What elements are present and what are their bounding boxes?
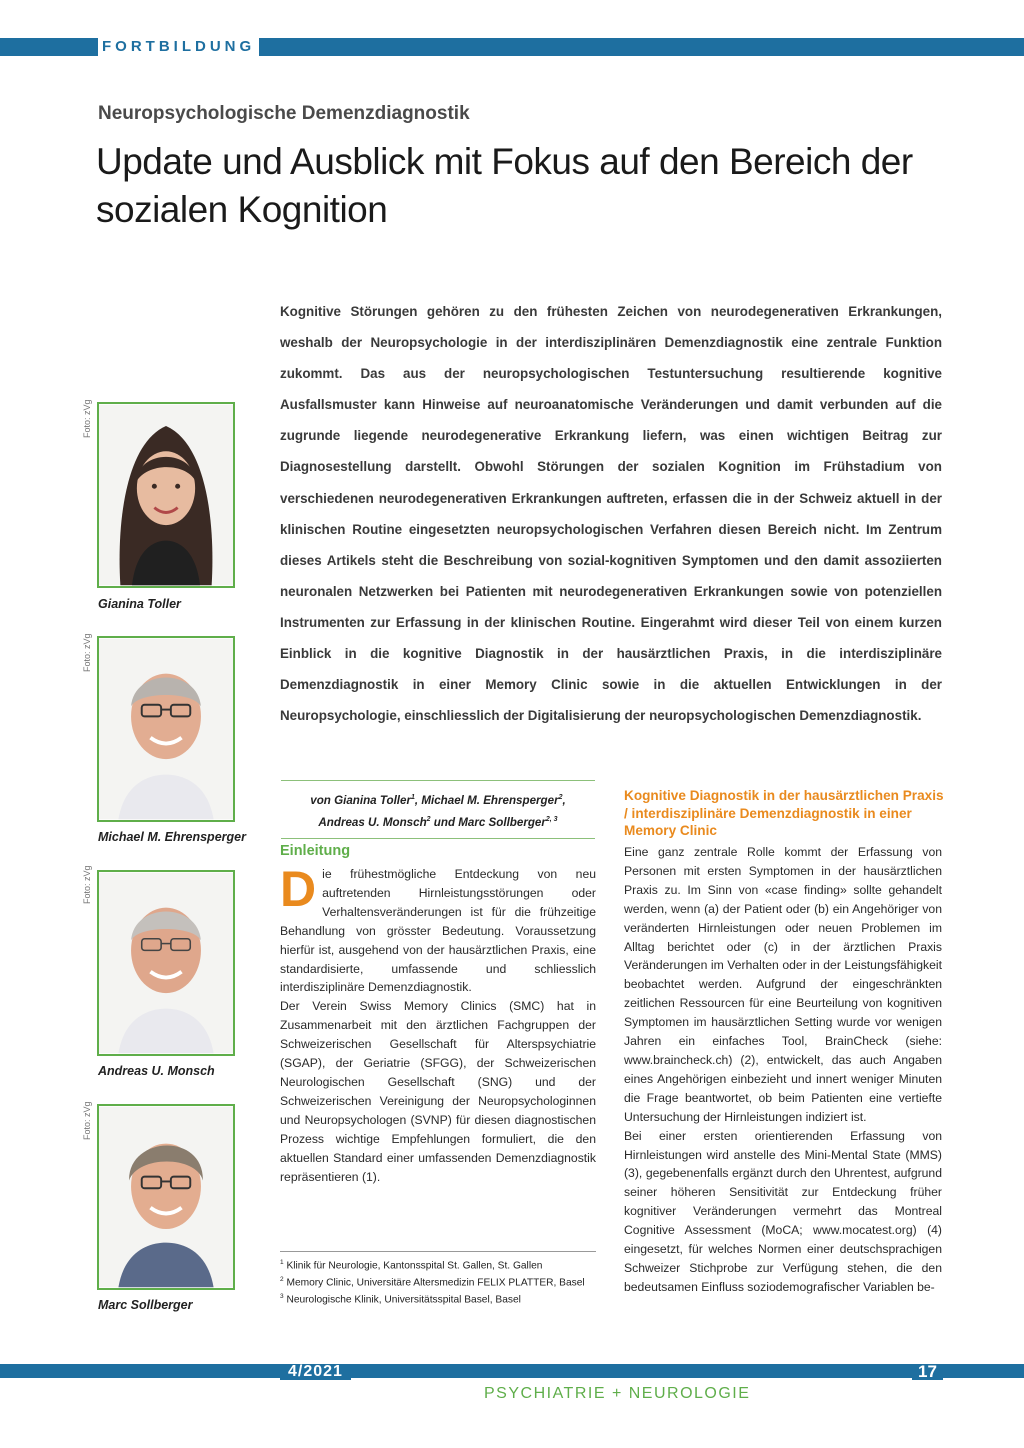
- section2-paragraph: Bei einer ersten orientierenden Erfassung von Hirnleistungen wird anstelle des Mini-Mental State (MMS) (3), gegebenenfalls ergänzt durch den Uhrentest, aufgrund seiner höheren Sensitivität zur Entdeckung früher kognitiver Veränderungen vermehrt das Montreal Cognitive Assessment (MoCA; www.mocatest.org) (4) eingesetzt, für welches Normen einer deutschsprachigen Schweizer Stichprobe zur Verfügung stehen, die den bedeutsamen Einfluss soziodemografischer Variablen be-: [624, 1128, 942, 1294]
- intro-paragraph: Der Verein Swiss Memory Clinics (SMC) hat in Zusammenarbeit mit den ärztlichen Fachgruppen der Schweizerischen Gesellschaft für Alterspsychiatrie (SGAP), der Geriatrie (SFGG), der Schweizerischen Neurologischen Gesellschaft (SNG) und der Schweizerischen Vereinigung der Neuropsychologinnen und Neuropsychologen (SVNP) für diesen diagnostischen Prozess wichtige Empfehlungen formuliert, die den aktuellen Standard einer umfassenden Demenzdiagnostik repräsentieren (1).: [280, 999, 596, 1184]
- intro-paragraph: Die frühestmögliche Entdeckung von neu auftretenden Hirnleistungsstörungen oder Verhaltensveränderungen ist für die frühzeitige Behandlung von grösster Bedeutung. Voraussetzung hierfür ist, ausgehend von der hausärztlichen Praxis, eine standardisierte, umfassende und schliesslich interdisziplinäre Demenzdiagnostik.: [280, 861, 596, 995]
- portrait-man-icon: [99, 638, 233, 820]
- footnotes: [280, 1251, 596, 1307]
- section-heading-kognitive-diagnostik: Kognitive Diagnostik in der hausärztlichen Praxis / interdisziplinäre Demenzdiagnostik in einer Memory Clinic: [624, 788, 944, 838]
- author-photo-ehrensperger: [97, 636, 235, 822]
- footnote: $^2$ Memory Clinic, Universitäre Altersmedizin FELIX PLATTER, Basel: [280, 1275, 585, 1289]
- photo-caption: Gianina Toller: [98, 597, 181, 611]
- section2-text: [624, 843, 942, 1297]
- section2-paragraph: Eine ganz zentrale Rolle kommt der Erfassung von Personen mit ersten Symptomen in der hausärztlichen Praxis zu. Im Sinn von «case finding» sollte gehandelt werden, wenn (a) der Patient oder (b) ein Angehöriger von veränderten Hirnleistungen oder neuen Problemen im Alltag berichtet oder (c) in der ärztlichen Praxis Veränderungen im Verhalten oder in der Leistungsfähigkeit beobachtet werden. Aufgrund der eingeschränkten zeitlichen Ressourcen für eine Beurteilung von kognitiven Symptomen im hausärztlichen Setting wurde vor wenigen Jahren ein einfaches Tool, BrainCheck (siehe: www.braincheck.ch) (2), entwickelt, das auch Angaben eines Angehörigen einbezieht und innert weniger Minuten die Frage beantwortet, ob beim Patienten eine vertiefte Untersuchung der Hirnleistungen indiziert ist.: [624, 845, 942, 1124]
- issue-number: 4/2021: [280, 1364, 351, 1380]
- header-bar: [0, 38, 1024, 56]
- footnote: $^3$ Neurologische Klinik, Universitätsspital Basel, Basel: [280, 1292, 521, 1306]
- page-number: 17: [912, 1364, 943, 1380]
- portrait-woman-icon: [99, 404, 233, 586]
- photo-credit: Foto: zVg: [82, 399, 92, 438]
- journal-name: PSYCHIATRIE + NEUROLOGIE: [484, 1385, 751, 1402]
- photo-credit: Foto: zVg: [82, 865, 92, 904]
- author-photo-toller: [97, 402, 235, 588]
- photo-caption: Michael M. Ehrensperger: [98, 830, 246, 844]
- intro-text: [280, 861, 596, 1186]
- section-heading-einleitung: Einleitung: [280, 843, 351, 859]
- photo-credit: Foto: zVg: [82, 633, 92, 672]
- article-kicker: Neuropsychologische Demenzdiagnostik: [98, 103, 470, 124]
- footnote: $^1$ Klinik für Neurologie, Kantonsspital St. Gallen, St. Gallen: [280, 1259, 543, 1272]
- author-photo-sollberger: [97, 1104, 235, 1290]
- footer-bar: [0, 1364, 1024, 1378]
- portrait-man-icon: [99, 872, 233, 1054]
- article-title: Update und Ausblick mit Fokus auf den Bereich der sozialen Kognition: [96, 141, 913, 230]
- portrait-man-icon: [99, 1106, 233, 1288]
- section-label: FORTBILDUNG: [98, 38, 259, 56]
- drop-cap: D: [280, 861, 317, 917]
- photo-caption: Andreas U. Monsch: [98, 1064, 215, 1078]
- author-byline: von Gianina Toller$^1$, Michael M. Ehrensperger$^2$, Andreas U. Monsch$^2$ und Marc Sollberger$^{2, 3}$: [281, 780, 595, 839]
- article-abstract: Kognitive Störungen gehören zu den frühesten Zeichen von neurodegenerativen Erkrankungen, weshalb der Neuropsychologie in der interdisziplinären Demenzdiagnostik eine zentrale Funktion zukommt. Das aus der neuropsychologischen Testuntersuchung resultierende kognitive Ausfallsmuster kann Hinweise auf neuroanatomische Veränderungen und damit verbunden auf die zugrunde liegende neurodegenerative Erkrankung liefern, was einen wichtigen Beitrag zur Diagnosestellung darstellt. Obwohl Störungen der sozialen Kognition im Frühstadium von verschiedenen neurodegenerativen Erkrankungen auftreten, erfassen die in der Schweiz aktuell in der klinischen Routine eingesetzten neuropsychologischen Verfahren diesen Bereich nicht. Im Zentrum dieses Artikels steht die Beschreibung von sozial-kognitiven Symptomen und den damit assoziierten neuronalen Netzwerken bei Patienten mit neurodegenerativen Erkrankungen sowie von potenziellen Instrumenten zur Erfassung in der klinischen Routine. Eingerahmt wird dieser Teil von einem kurzen Einblick in die kognitive Diagnostik in der hausärztlichen Praxis, in die interdisziplinäre Demenzdiagnostik in einer Memory Clinic sowie in die aktuellen Entwicklungen in der Neuropsychologie, einschliesslich der Digitalisierung der neuropsychologischen Demenzdiagnostik.: [280, 304, 942, 724]
- author-photo-monsch: [97, 870, 235, 1056]
- photo-caption: Marc Sollberger: [98, 1298, 193, 1312]
- photo-credit: Foto: zVg: [82, 1101, 92, 1140]
